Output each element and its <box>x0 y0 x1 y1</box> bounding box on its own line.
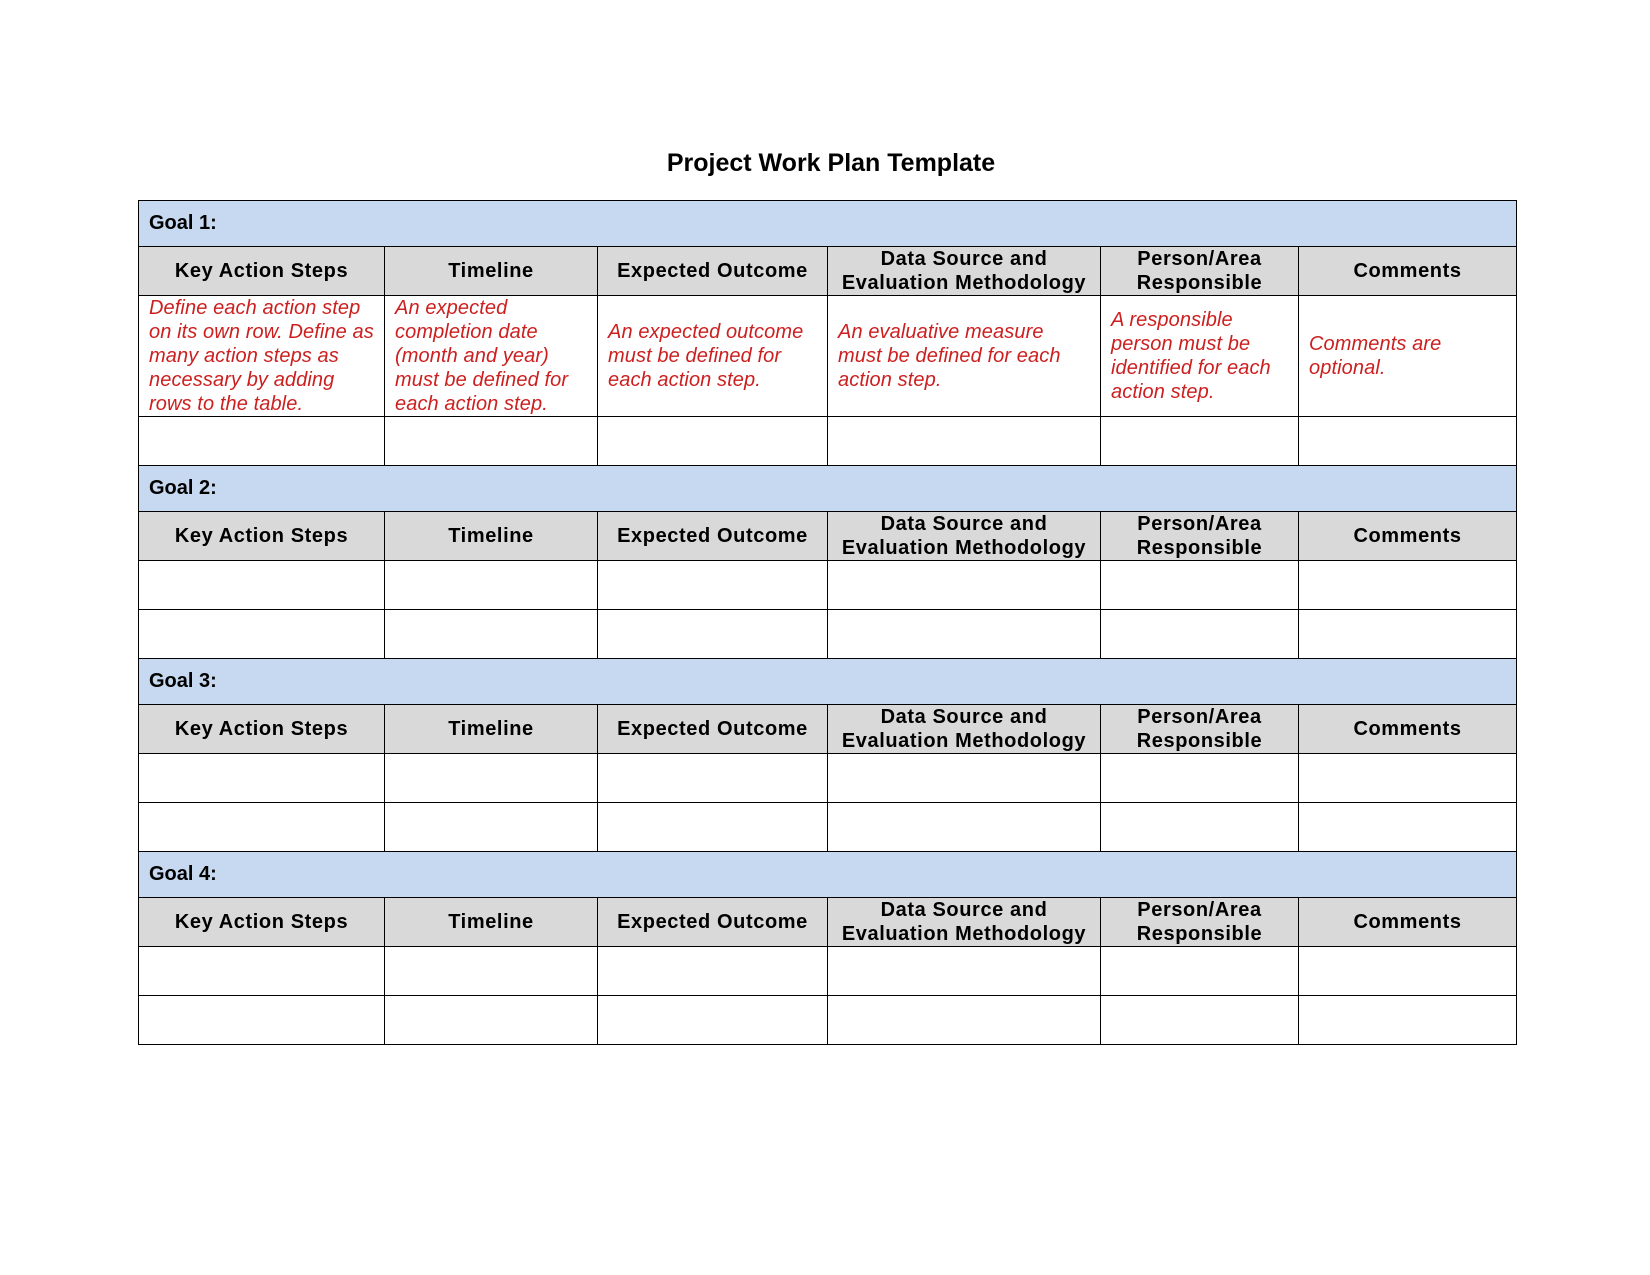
table-cell[interactable] <box>598 754 828 803</box>
table-cell[interactable] <box>1101 754 1299 803</box>
header-comments: Comments <box>1299 247 1517 296</box>
example-timeline[interactable]: An expected completion date (month and year) must be defined for each action step. <box>385 296 598 417</box>
header-timeline: Timeline <box>385 512 598 561</box>
header-person-responsible: Person/Area Responsible <box>1101 512 1299 561</box>
table-cell[interactable] <box>828 803 1101 852</box>
column-header-row <box>139 247 1517 296</box>
header-comments: Comments <box>1299 898 1517 947</box>
table-cell[interactable] <box>1101 610 1299 659</box>
table-row <box>139 996 1517 1045</box>
table-cell[interactable] <box>385 754 598 803</box>
example-row <box>139 296 1517 417</box>
header-data-source: Data Source and Evaluation Methodology <box>828 705 1101 754</box>
table-row <box>139 947 1517 996</box>
header-timeline: Timeline <box>385 898 598 947</box>
header-timeline: Timeline <box>385 247 598 296</box>
header-key-action-steps: Key Action Steps <box>139 512 385 561</box>
table-cell[interactable] <box>139 947 385 996</box>
table-cell[interactable] <box>1101 561 1299 610</box>
table-row <box>139 610 1517 659</box>
table-cell[interactable] <box>385 561 598 610</box>
header-key-action-steps: Key Action Steps <box>139 705 385 754</box>
header-timeline: Timeline <box>385 705 598 754</box>
table-cell[interactable] <box>828 996 1101 1045</box>
goal-label[interactable]: Goal 3: <box>139 659 1517 705</box>
column-header-row <box>139 898 1517 947</box>
table-cell[interactable] <box>598 996 828 1045</box>
table-cell[interactable] <box>828 610 1101 659</box>
goal-label[interactable]: Goal 2: <box>139 466 1517 512</box>
goal-row <box>139 466 1517 512</box>
goal-label[interactable]: Goal 4: <box>139 852 1517 898</box>
example-comments[interactable]: Comments are optional. <box>1299 296 1517 417</box>
table-cell[interactable] <box>828 947 1101 996</box>
example-key-action-steps[interactable]: Define each action step on its own row. Define as many action steps as necessary by adding rows to the table. <box>139 296 385 417</box>
header-data-source: Data Source and Evaluation Methodology <box>828 247 1101 296</box>
table-cell[interactable] <box>1299 803 1517 852</box>
table-cell[interactable] <box>1101 947 1299 996</box>
header-expected-outcome: Expected Outcome <box>598 705 828 754</box>
table-cell[interactable] <box>1299 610 1517 659</box>
table-cell[interactable] <box>139 803 385 852</box>
table-cell[interactable] <box>1299 417 1517 466</box>
work-plan-table <box>138 200 1517 1045</box>
example-data-source[interactable]: An evaluative measure must be defined for each action step. <box>828 296 1101 417</box>
table-cell[interactable] <box>385 947 598 996</box>
header-person-responsible: Person/Area Responsible <box>1101 705 1299 754</box>
table-row <box>139 561 1517 610</box>
goal-row <box>139 659 1517 705</box>
header-person-responsible: Person/Area Responsible <box>1101 247 1299 296</box>
table-cell[interactable] <box>385 996 598 1045</box>
example-person-responsible[interactable]: A responsible person must be identified for each action step. <box>1101 296 1299 417</box>
table-cell[interactable] <box>385 803 598 852</box>
header-expected-outcome: Expected Outcome <box>598 512 828 561</box>
goal-row <box>139 852 1517 898</box>
table-cell[interactable] <box>1299 996 1517 1045</box>
table-row <box>139 417 1517 466</box>
table-cell[interactable] <box>139 610 385 659</box>
header-comments: Comments <box>1299 705 1517 754</box>
table-cell[interactable] <box>598 561 828 610</box>
header-person-responsible: Person/Area Responsible <box>1101 898 1299 947</box>
table-cell[interactable] <box>385 417 598 466</box>
example-expected-outcome[interactable]: An expected outcome must be defined for each action step. <box>598 296 828 417</box>
table-cell[interactable] <box>139 754 385 803</box>
table-cell[interactable] <box>1299 947 1517 996</box>
column-header-row <box>139 705 1517 754</box>
header-key-action-steps: Key Action Steps <box>139 898 385 947</box>
table-cell[interactable] <box>139 996 385 1045</box>
table-cell[interactable] <box>828 561 1101 610</box>
table-row <box>139 754 1517 803</box>
header-expected-outcome: Expected Outcome <box>598 247 828 296</box>
header-data-source: Data Source and Evaluation Methodology <box>828 898 1101 947</box>
table-cell[interactable] <box>1101 996 1299 1045</box>
table-cell[interactable] <box>1299 561 1517 610</box>
header-comments: Comments <box>1299 512 1517 561</box>
table-cell[interactable] <box>1299 754 1517 803</box>
goal-label[interactable]: Goal 1: <box>139 201 1517 247</box>
table-cell[interactable] <box>139 417 385 466</box>
table-cell[interactable] <box>828 417 1101 466</box>
column-header-row <box>139 512 1517 561</box>
header-key-action-steps: Key Action Steps <box>139 247 385 296</box>
table-cell[interactable] <box>828 754 1101 803</box>
table-cell[interactable] <box>1101 417 1299 466</box>
table-cell[interactable] <box>598 417 828 466</box>
table-cell[interactable] <box>598 803 828 852</box>
header-expected-outcome: Expected Outcome <box>598 898 828 947</box>
table-cell[interactable] <box>598 610 828 659</box>
table-cell[interactable] <box>1101 803 1299 852</box>
table-cell[interactable] <box>385 610 598 659</box>
table-cell[interactable] <box>139 561 385 610</box>
header-data-source: Data Source and Evaluation Methodology <box>828 512 1101 561</box>
table-cell[interactable] <box>598 947 828 996</box>
table-row <box>139 803 1517 852</box>
goal-row <box>139 201 1517 247</box>
page-title: Project Work Plan Template <box>666 149 996 177</box>
